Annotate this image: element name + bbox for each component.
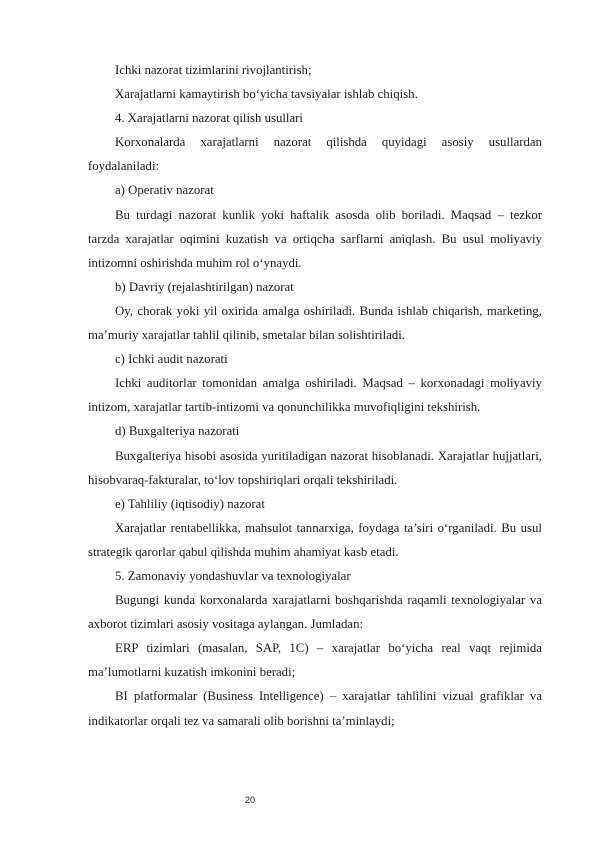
document-body (88, 58, 542, 733)
paragraph: ERP tizimlari (masalan, SAP, 1C) – xarajatlar bo‘yicha real vaqt rejimida ma’lumotlarni kuzatish imkonini beradi; (88, 641, 542, 680)
paragraph: Ichki auditorlar tomonidan amalga oshiriladi. Maqsad – korxonadagi moliyaviy intizom, xarajatlar tartib-intizomi va qonunchilikka muvofiqligini tekshirish. (88, 376, 542, 415)
paragraph: Bu turdagi nazorat kunlik yoki haftalik asosda olib boriladi. Maqsad – tezkor tarzda xarajatlar oqimini kuzatish va ortiqcha sarflarni aniqlash. Bu usul moliyaviy intizomni oshirishda muhim rol o‘ynaydi. (88, 207, 542, 270)
paragraph: Xarajatlar rentabellikka, mahsulot tannarxiga, foydaga ta’siri o‘rganiladi. Bu usul strategik qarorlar qabul qilishda muhim ahamiyat kasb etadi. (88, 520, 542, 559)
list-item: Ichki nazorat tizimlarini rivojlantirish; (115, 63, 312, 77)
page-number: 20 (245, 795, 256, 805)
subsection-heading: c) Ichki audit nazorati (115, 352, 228, 367)
subsection-heading: b) Davriy (rejalashtirilgan) nazorat (115, 279, 294, 294)
paragraph: BI platformalar (Business Intelligence) – xarajatlar tahlilini vizual grafiklar va indikatorlar orqali tez va samarali olib borishni ta’minlaydi; (88, 689, 542, 728)
subsection-heading: e) Tahliliy (iqtisodiy) nazorat (115, 496, 265, 511)
subsection-heading: d) Buxgalteriya nazorati (115, 424, 240, 439)
subsection-heading: a) Operativ nazorat (115, 183, 214, 198)
paragraph: Buxgalteriya hisobi asosida yuritiladigan nazorat hisoblanadi. Xarajatlar hujjatlari, hisobvaraq-fakturalar, to‘lov topshiriqlari orqali tekshiriladi. (88, 448, 542, 487)
section-heading: 5. Zamonaviy yondashuvlar va texnologiyalar (115, 568, 351, 583)
list-item: Xarajatlarni kamaytirish bo‘yicha tavsiyalar ishlab chiqish. (115, 87, 418, 102)
paragraph: Oy, chorak yoki yil oxirida amalga oshiriladi. Bunda ishlab chiqarish, marketing, ma’muriy xarajatlar tahlil qilinib, smetalar bilan solishtiriladi. (88, 303, 542, 343)
paragraph: Bugungi kunda korxonalarda xarajatlarni boshqarishda raqamli texnologiyalar va axborot tizimlari asosiy vositaga aylangan. Jumladan: (88, 593, 542, 632)
section-heading: 4. Xarajatlarni nazorat qilish usullari (115, 111, 303, 126)
paragraph: Korxonalarda xarajatlarni nazorat qilishda quyidagi asosiy usullardan foydalaniladi: (88, 135, 542, 174)
